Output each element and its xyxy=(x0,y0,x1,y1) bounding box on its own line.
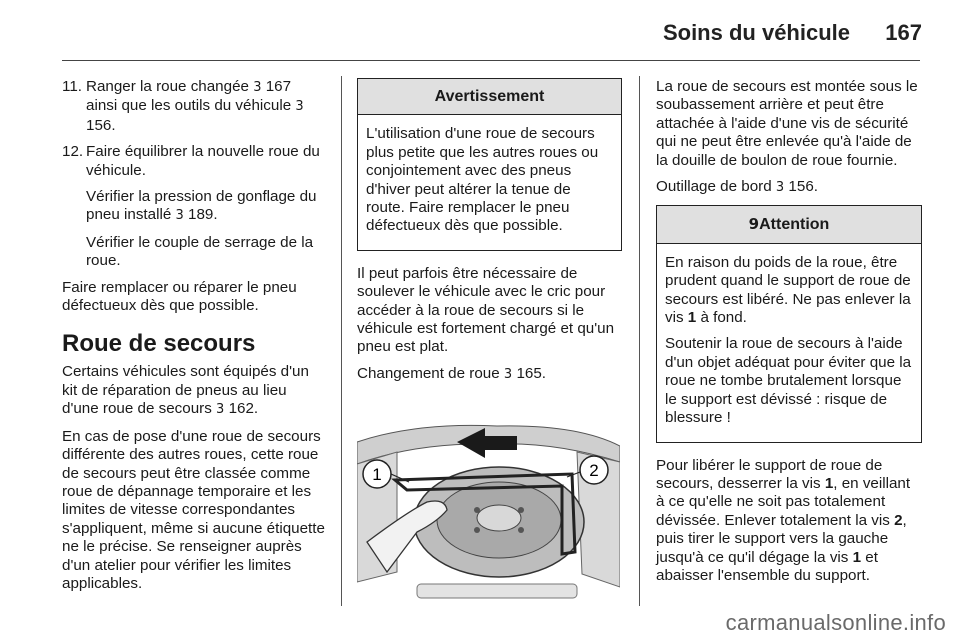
warning-box-title: Avertissement xyxy=(358,79,621,115)
list-subtext: Vérifier le couple de serrage de la roue. xyxy=(86,233,314,270)
spare-wheel-illustration xyxy=(357,402,620,612)
page-title: Soins du véhicule xyxy=(662,20,850,45)
ref-arrow-icon: 3 xyxy=(503,366,513,382)
paragraph: Faire remplacer ou réparer le pneu défectueux dès que possible. xyxy=(62,278,297,315)
paragraph: La roue de secours est montée sous le soubassement arrière et peut être attachée à l'aide d'une vis de sécurité qui ne peut être enlevée qu'à l'aide de la douille de boulon de roue fournie. xyxy=(656,78,918,169)
list-item: 12. Faire équilibrer la nouvelle roue du véhicule. xyxy=(62,143,320,179)
warning-box xyxy=(357,78,622,251)
figure-label-1: 1 xyxy=(372,465,382,485)
page-header xyxy=(0,0,960,62)
page-ref-link[interactable]: 156. xyxy=(788,178,818,196)
page-ref-link[interactable]: 167 xyxy=(265,78,292,95)
column-3 xyxy=(656,78,922,593)
list-item: 11. Ranger la roue changée 3 167 ainsi que les outils du véhicule 3 156. xyxy=(62,78,304,134)
paragraph: En cas de pose d'une roue de secours différente des autres roues, cette roue de secours peut être classée comme roue de dépannage temporaire et les limites de vitesse correspondantes s'appliquent, même si aucune étiquette ne le précise. Se renseigner auprès d'un atelier pour vérifier les limites applicables. xyxy=(62,427,325,592)
ref-arrow-icon: 3 xyxy=(775,180,785,196)
caution-box-body: En raison du poids de la roue, être prudent quand le support de roue de secours est libéré. Ne pas enlever la vis 1 à fond. Soutenir la roue de secours à l'aide d'un objet adéquat pour éviter que la roue ne tombe brutalement lorsque le support est dévissé : risque de blessure ! xyxy=(665,253,912,427)
column-divider-1 xyxy=(341,76,342,606)
page-ref-link[interactable]: 162. xyxy=(228,400,259,418)
paragraph: Pour libérer le support de roue de secours, desserrer la vis 1, en veillant à ce qu'elle ne soit pas totalement dévissée. Enlever totalement la vis 2, puis tirer le support vers la gauche jusqu'à ce qu'il dégage la vis 1 et abaisser l'ensemble du support. xyxy=(656,456,911,584)
paragraph: Il peut parfois être nécessaire de soulever le véhicule avec le cric pour accéder à la roue de secours si le véhicule est fortement chargé et qu'un pneu est plat. xyxy=(357,264,615,356)
ref-arrow-icon: 3 xyxy=(175,208,184,224)
page-ref-link[interactable]: 165. xyxy=(516,364,546,382)
caution-box-title: 9Attention xyxy=(657,206,921,243)
ref-arrow-icon: 3 xyxy=(295,99,304,115)
column-2 xyxy=(357,78,622,618)
warning-box-body: L'utilisation d'une roue de secours plus petite que les autres roues ou conjointement avec des pneus d'hiver peut altérer la tenue de route. Faire remplacer le pneu défectueux dès que possible. xyxy=(366,125,599,235)
page-ref-link[interactable]: 189. xyxy=(188,206,218,224)
column-1 xyxy=(62,78,325,601)
caution-box xyxy=(656,205,922,442)
page-ref-link[interactable]: 156. xyxy=(86,116,116,134)
paragraph: Certains véhicules sont équipés d'un kit de réparation de pneus au lieu d'une roue de secours 3 162. xyxy=(62,363,309,418)
paragraph: Changement de roue 3 165. xyxy=(357,364,546,382)
watermark: carmanualsonline.info xyxy=(725,610,946,635)
list-subtext: Vérifier la pression de gonflage du pneu installé 3 189. xyxy=(86,188,317,224)
page-number: 167 xyxy=(885,20,922,45)
ref-arrow-icon: 3 xyxy=(216,402,225,418)
warning-triangle-icon: 9 xyxy=(748,215,760,234)
ref-arrow-icon: 3 xyxy=(253,80,262,95)
figure-label-2: 2 xyxy=(589,461,599,481)
column-divider-2 xyxy=(639,76,640,606)
header-divider xyxy=(62,60,920,61)
paragraph: Outillage de bord 3 156. xyxy=(656,178,818,196)
section-title: Roue de secours xyxy=(62,330,256,358)
